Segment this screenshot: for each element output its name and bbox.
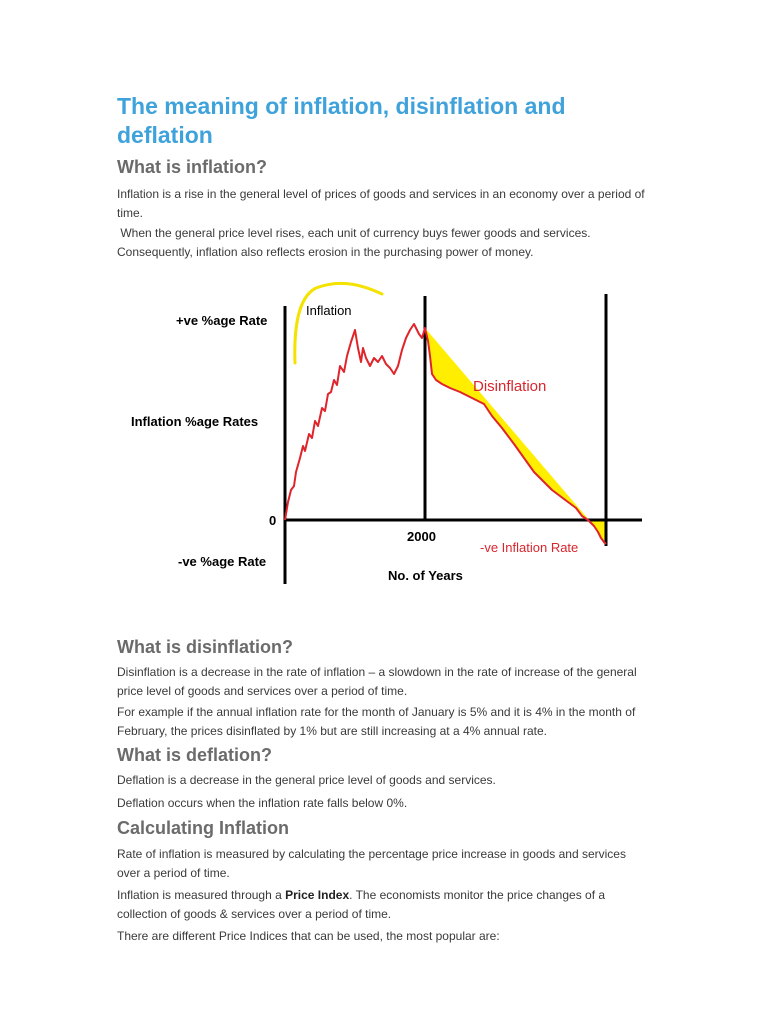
deflation-paragraph-1: Deflation is a decrease in the general price level of goods and services.	[117, 773, 496, 787]
inflation-paragraph-1: Inflation is a rise in the general level of prices of goods and services in an economy over a period of time.	[117, 187, 645, 220]
year-2000-label: 2000	[407, 529, 436, 544]
heading-calculating-inflation: Calculating Inflation	[117, 818, 290, 838]
heading-what-is-inflation: What is inflation?	[117, 157, 267, 177]
heading-what-is-deflation: What is deflation?	[117, 745, 272, 765]
inflation-diagram	[120, 276, 650, 592]
calc-p2-text-after: . The economists monitor the price changes of a collection of goods & services over a period of time.	[117, 888, 606, 921]
calculating-paragraph-3: There are different Price Indices that can be used, the most popular are:	[117, 929, 500, 943]
inflation-paragraph-2: When the general price level rises, each unit of currency buys fewer goods and services. Consequently, inflation also reflects erosion in the purchasing power of money.	[117, 226, 594, 259]
price-index-term: Price Index	[285, 888, 350, 902]
positive-rate-label: +ve %age Rate	[176, 313, 268, 328]
disinflation-label: Disinflation	[473, 378, 547, 395]
zero-label: 0	[269, 513, 277, 528]
negative-rate-label: -ve %age Rate	[178, 554, 267, 569]
disinflation-paragraph-1: Disinflation is a decrease in the rate of inflation – a slowdown in the rate of increase of the general price level of goods and services over a period of time.	[117, 665, 637, 698]
calc-p2-text-before: Inflation is measured through a	[117, 888, 286, 902]
highlight-stroke	[295, 283, 382, 363]
inflation-label: Inflation	[306, 303, 352, 318]
deflation-paragraph-2: Deflation occurs when the inflation rate falls below 0%.	[117, 796, 408, 810]
heading-what-is-disinflation: What is disinflation?	[117, 637, 293, 657]
calculating-paragraph-2	[117, 886, 652, 924]
calculating-paragraph-1: Rate of inflation is measured by calculating the percentage price increase in goods and services over a period of time.	[117, 847, 626, 880]
inflation-diagram-svg	[120, 276, 650, 592]
disinflation-paragraph-2: For example if the annual inflation rate for the month of January is 5% and it is 4% in the month of February, the prices disinflated by 1% but are still increasing at a 4% annual rate.	[117, 705, 636, 738]
inflation-rates-axis-label: Inflation %age Rates	[131, 414, 259, 429]
years-axis-label: No. of Years	[388, 568, 463, 583]
negative-inflation-label: -ve Inflation Rate	[480, 540, 579, 555]
disinflation-area	[425, 328, 589, 520]
page-title: The meaning of inflation, disinflation and deflation	[117, 93, 566, 148]
